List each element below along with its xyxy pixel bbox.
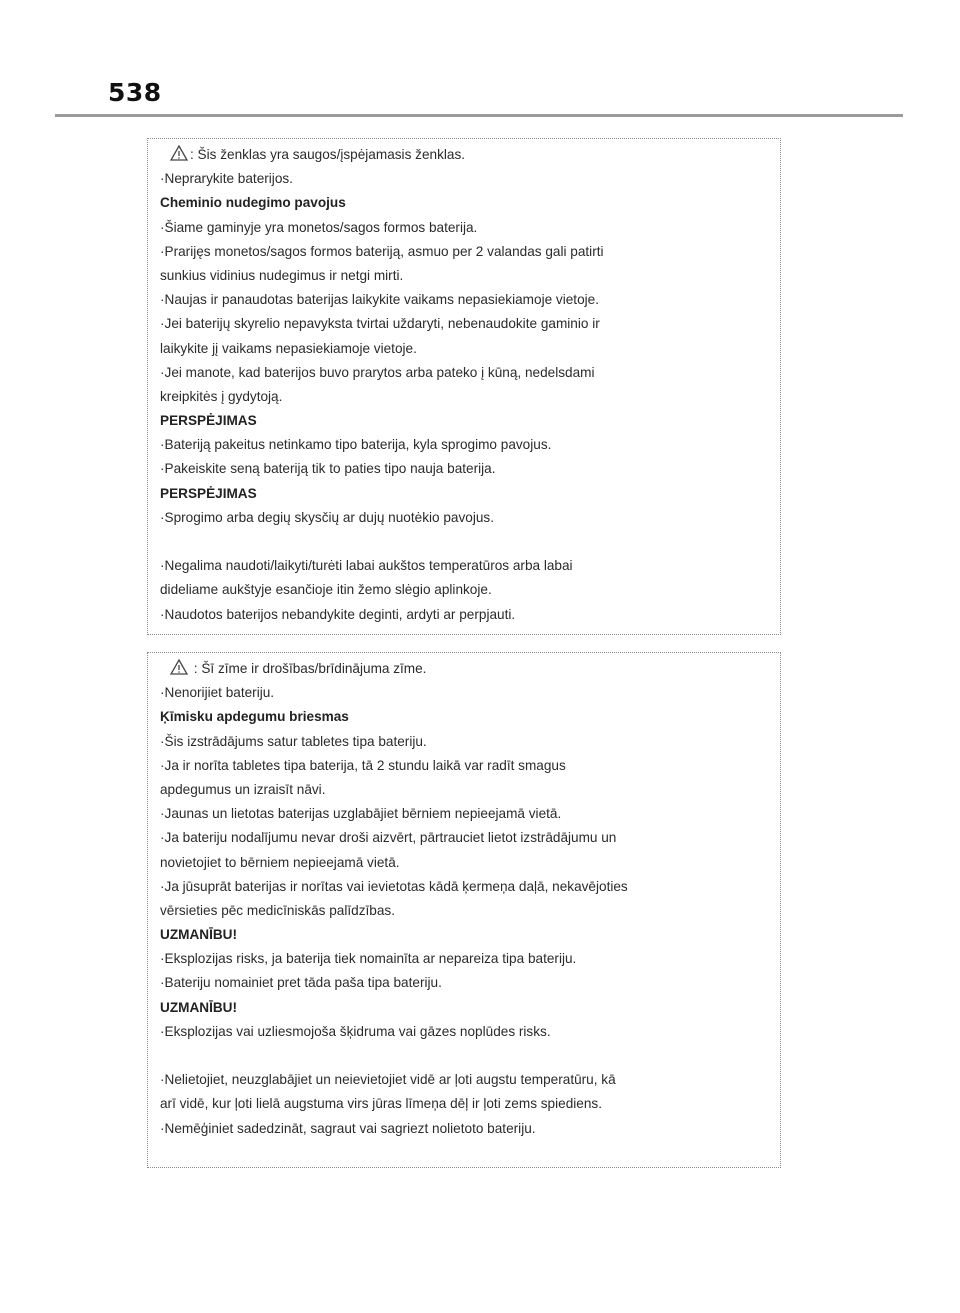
warning-text-line: ·Naudotos baterijos nebandykite deginti, ardyti ar perpjauti. [160, 606, 516, 622]
warning-text-line: dideliame aukštyje esančioje itin žemo slėgio aplinkoje. [160, 582, 492, 598]
caution-symbol-line [160, 139, 770, 167]
warning-text-line: ·Jei manote, kad baterijos buvo prarytos arba pateko į kūną, nedelsdami [160, 364, 595, 380]
caution-symbol-text: : Šī zīme ir drošības/brīdinājuma zīme. [190, 661, 427, 676]
warning-text-line: ·Ja ir norīta tabletes tipa baterija, tā 2 stundu laikā var radīt smagus [160, 757, 566, 773]
warning-text-line: ·Jaunas un lietotas baterijas uzglabājiet bērniem nepieejamā vietā. [160, 806, 562, 822]
caution-symbol-line [160, 653, 770, 681]
warning-text-line: ·Pakeiskite seną bateriją tik to paties tipo nauja baterija. [160, 461, 496, 477]
blank-line [160, 1044, 770, 1068]
warning-text-line: sunkius vidinius nudegimus ir netgi mirti. [160, 267, 404, 283]
warning-text-line: ·Šiame gaminyje yra monetos/sagos formos baterija. [160, 219, 478, 235]
header-divider [55, 114, 903, 117]
page-number: 538 [108, 78, 162, 107]
warning-text-line: ·Nelietojiet, neuzglabājiet un neievietojiet vidē ar ļoti augstu temperatūru, kā [160, 1072, 616, 1088]
caution-triangle-icon [170, 659, 188, 675]
warning-box-lithuanian [147, 138, 781, 635]
section-heading: Ķīmisku apdegumu briesmas [160, 709, 349, 725]
warning-text-line: ·Sprogimo arba degių skysčių ar dujų nuotėkio pavojus. [160, 509, 494, 525]
warning-text-line: ·Nemēģiniet sadedzināt, sagraut vai sagriezt nolietoto bateriju. [160, 1120, 536, 1136]
warning-text-line: ·Negalima naudoti/laikyti/turėti labai aukštos temperatūros arba labai [160, 558, 573, 574]
section-heading: PERSPĖJIMAS [160, 413, 257, 429]
warning-text-line: ·Eksplozijas vai uzliesmojoša šķidruma vai gāzes noplūdes risks. [160, 1023, 551, 1039]
warning-text-line: laikykite jį vaikams nepasiekiamoje vietoje. [160, 340, 417, 356]
blank-line [160, 530, 770, 554]
warning-text-line: vērsieties pēc medicīniskās palīdzības. [160, 902, 395, 918]
section-heading: PERSPĖJIMAS [160, 485, 257, 501]
warning-text-line: ·Ja bateriju nodalījumu nevar droši aizvērt, pārtrauciet lietot izstrādājumu un [160, 830, 617, 846]
warning-lines [160, 681, 770, 1141]
warning-lines [160, 167, 770, 627]
warning-text-line: novietojiet to bērniem nepieejamā vietā. [160, 854, 400, 870]
warning-text-line: ·Neprarykite baterijos. [160, 171, 293, 187]
warning-text-line: ·Bateriju nomainiet pret tāda paša tipa bateriju. [160, 975, 442, 991]
section-heading: UZMANĪBU! [160, 999, 238, 1015]
warning-text-line: ·Eksplozijas risks, ja baterija tiek nomainīta ar nepareiza tipa bateriju. [160, 951, 577, 967]
warning-text-line: arī vidē, kur ļoti lielā augstuma virs jūras līmeņa dēļ ir ļoti zems spiediens. [160, 1096, 602, 1112]
warning-box-latvian [147, 652, 781, 1168]
warning-text-line: ·Prarijęs monetos/sagos formos bateriją, asmuo per 2 valandas gali patirti [160, 243, 604, 259]
warning-text-line: ·Jei baterijų skyrelio nepavyksta tvirtai uždaryti, nebenaudokite gaminio ir [160, 316, 600, 332]
caution-symbol-text: : Šis ženklas yra saugos/įspėjamasis ženklas. [190, 147, 466, 162]
warning-text-line: ·Ja jūsuprāt baterijas ir norītas vai ievietotas kādā ķermeņa daļā, nekavējoties [160, 878, 628, 894]
warning-text-line: ·Šis izstrādājums satur tabletes tipa bateriju. [160, 733, 427, 749]
section-heading: UZMANĪBU! [160, 927, 238, 943]
warning-text-line: apdegumus un izraisīt nāvi. [160, 781, 326, 797]
warning-text-line: ·Naujas ir panaudotas baterijas laikykite vaikams nepasiekiamoje vietoje. [160, 292, 599, 308]
section-heading: Cheminio nudegimo pavojus [160, 195, 346, 211]
caution-triangle-icon [170, 145, 188, 161]
warning-text-line: ·Nenorijiet bateriju. [160, 685, 275, 701]
warning-text-line: kreipkitės į gydytoją. [160, 388, 283, 404]
warning-text-line: ·Bateriją pakeitus netinkamo tipo baterija, kyla sprogimo pavojus. [160, 437, 552, 453]
